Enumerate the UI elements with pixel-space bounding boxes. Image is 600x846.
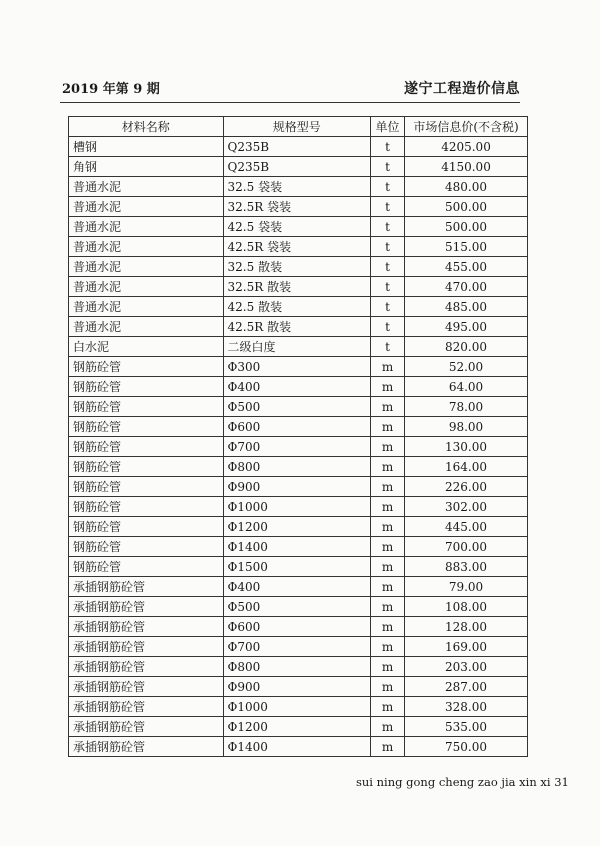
price-cell: 78.00 bbox=[405, 397, 528, 417]
material-name-cell: 承插钢筋砼管 bbox=[69, 737, 224, 757]
spec-cell: Φ600 bbox=[223, 417, 371, 437]
price-cell: 79.00 bbox=[405, 577, 528, 597]
price-cell: 4150.00 bbox=[405, 157, 528, 177]
unit-cell: m bbox=[371, 417, 405, 437]
material-name-cell: 钢筋砼管 bbox=[69, 497, 224, 517]
unit-cell: m bbox=[371, 717, 405, 737]
price-cell: 164.00 bbox=[405, 457, 528, 477]
price-cell: 302.00 bbox=[405, 497, 528, 517]
table-row bbox=[69, 397, 528, 417]
price-cell: 500.00 bbox=[405, 217, 528, 237]
price-cell: 535.00 bbox=[405, 717, 528, 737]
material-name-cell: 普通水泥 bbox=[69, 317, 224, 337]
unit-cell: t bbox=[371, 197, 405, 217]
unit-cell: m bbox=[371, 537, 405, 557]
table-row bbox=[69, 217, 528, 237]
table-row bbox=[69, 637, 528, 657]
unit-cell: m bbox=[371, 677, 405, 697]
price-cell: 455.00 bbox=[405, 257, 528, 277]
spec-cell: Φ1400 bbox=[223, 737, 371, 757]
price-cell: 750.00 bbox=[405, 737, 528, 757]
spec-cell: Φ1400 bbox=[223, 537, 371, 557]
unit-cell: m bbox=[371, 737, 405, 757]
unit-cell: t bbox=[371, 177, 405, 197]
price-cell: 500.00 bbox=[405, 197, 528, 217]
column-header-unit: 单位 bbox=[371, 117, 405, 137]
material-name-cell: 槽钢 bbox=[69, 137, 224, 157]
unit-cell: t bbox=[371, 257, 405, 277]
spec-cell: 42.5 散装 bbox=[223, 297, 371, 317]
table-row bbox=[69, 517, 528, 537]
material-name-cell: 普通水泥 bbox=[69, 177, 224, 197]
material-name-cell: 钢筋砼管 bbox=[69, 377, 224, 397]
table-row bbox=[69, 477, 528, 497]
unit-cell: t bbox=[371, 277, 405, 297]
price-cell: 480.00 bbox=[405, 177, 528, 197]
unit-cell: m bbox=[371, 637, 405, 657]
material-name-cell: 白水泥 bbox=[69, 337, 224, 357]
table-row bbox=[69, 537, 528, 557]
price-cell: 108.00 bbox=[405, 597, 528, 617]
price-cell: 470.00 bbox=[405, 277, 528, 297]
table-row bbox=[69, 697, 528, 717]
spec-cell: Φ500 bbox=[223, 397, 371, 417]
table-row bbox=[69, 177, 528, 197]
table-row bbox=[69, 317, 528, 337]
spec-cell: Φ700 bbox=[223, 637, 371, 657]
issue-label: 2019 年第 9 期 bbox=[62, 82, 160, 97]
price-cell: 64.00 bbox=[405, 377, 528, 397]
price-cell: 203.00 bbox=[405, 657, 528, 677]
table-row bbox=[69, 257, 528, 277]
material-name-cell: 承插钢筋砼管 bbox=[69, 697, 224, 717]
table-row bbox=[69, 557, 528, 577]
unit-cell: m bbox=[371, 517, 405, 537]
table-row bbox=[69, 717, 528, 737]
unit-cell: t bbox=[371, 217, 405, 237]
table-row bbox=[69, 357, 528, 377]
material-name-cell: 承插钢筋砼管 bbox=[69, 677, 224, 697]
unit-cell: t bbox=[371, 137, 405, 157]
spec-cell: Φ1200 bbox=[223, 517, 371, 537]
table-row bbox=[69, 457, 528, 477]
price-cell: 820.00 bbox=[405, 337, 528, 357]
price-cell: 700.00 bbox=[405, 537, 528, 557]
table-row bbox=[69, 617, 528, 637]
material-name-cell: 承插钢筋砼管 bbox=[69, 657, 224, 677]
price-cell: 328.00 bbox=[405, 697, 528, 717]
unit-cell: m bbox=[371, 557, 405, 577]
price-cell: 485.00 bbox=[405, 297, 528, 317]
material-name-cell: 普通水泥 bbox=[69, 237, 224, 257]
journal-title: 遂宁工程造价信息 bbox=[404, 81, 520, 97]
unit-cell: m bbox=[371, 497, 405, 517]
spec-cell: 32.5 袋装 bbox=[223, 177, 371, 197]
table-row bbox=[69, 437, 528, 457]
material-name-cell: 普通水泥 bbox=[69, 217, 224, 237]
spec-cell: 32.5R 散装 bbox=[223, 277, 371, 297]
table-header-row bbox=[69, 117, 528, 137]
price-cell: 495.00 bbox=[405, 317, 528, 337]
spec-cell: Q235B bbox=[223, 137, 371, 157]
price-cell: 130.00 bbox=[405, 437, 528, 457]
unit-cell: m bbox=[371, 377, 405, 397]
material-name-cell: 钢筋砼管 bbox=[69, 457, 224, 477]
material-name-cell: 钢筋砼管 bbox=[69, 477, 224, 497]
table-row bbox=[69, 377, 528, 397]
column-header-price: 市场信息价(不含税) bbox=[405, 117, 528, 137]
price-cell: 4205.00 bbox=[405, 137, 528, 157]
table-row bbox=[69, 417, 528, 437]
table-row bbox=[69, 497, 528, 517]
table-row bbox=[69, 577, 528, 597]
material-name-cell: 承插钢筋砼管 bbox=[69, 617, 224, 637]
spec-cell: Q235B bbox=[223, 157, 371, 177]
material-name-cell: 普通水泥 bbox=[69, 277, 224, 297]
material-name-cell: 承插钢筋砼管 bbox=[69, 577, 224, 597]
unit-cell: t bbox=[371, 157, 405, 177]
page-footer: sui ning gong cheng zao jia xin xi 31 bbox=[356, 775, 569, 789]
spec-cell: Φ900 bbox=[223, 477, 371, 497]
unit-cell: m bbox=[371, 617, 405, 637]
spec-cell: 42.5 袋装 bbox=[223, 217, 371, 237]
spec-cell: 二级白度 bbox=[223, 337, 371, 357]
price-cell: 515.00 bbox=[405, 237, 528, 257]
spec-cell: 42.5R 散装 bbox=[223, 317, 371, 337]
table-row bbox=[69, 137, 528, 157]
material-name-cell: 普通水泥 bbox=[69, 257, 224, 277]
price-cell: 226.00 bbox=[405, 477, 528, 497]
table-row bbox=[69, 157, 528, 177]
table-row bbox=[69, 237, 528, 257]
table-row bbox=[69, 197, 528, 217]
unit-cell: m bbox=[371, 697, 405, 717]
table-row bbox=[69, 337, 528, 357]
price-cell: 883.00 bbox=[405, 557, 528, 577]
unit-cell: m bbox=[371, 457, 405, 477]
unit-cell: m bbox=[371, 437, 405, 457]
unit-cell: t bbox=[371, 337, 405, 357]
price-cell: 128.00 bbox=[405, 617, 528, 637]
spec-cell: Φ800 bbox=[223, 457, 371, 477]
spec-cell: Φ400 bbox=[223, 577, 371, 597]
unit-cell: t bbox=[371, 317, 405, 337]
spec-cell: Φ300 bbox=[223, 357, 371, 377]
spec-cell: Φ1000 bbox=[223, 697, 371, 717]
column-header-material: 材料名称 bbox=[69, 117, 224, 137]
price-cell: 287.00 bbox=[405, 677, 528, 697]
price-cell: 52.00 bbox=[405, 357, 528, 377]
material-name-cell: 承插钢筋砼管 bbox=[69, 717, 224, 737]
spec-cell: Φ900 bbox=[223, 677, 371, 697]
material-name-cell: 普通水泥 bbox=[69, 297, 224, 317]
unit-cell: m bbox=[371, 577, 405, 597]
price-cell: 98.00 bbox=[405, 417, 528, 437]
material-name-cell: 普通水泥 bbox=[69, 197, 224, 217]
table-row bbox=[69, 657, 528, 677]
table-row bbox=[69, 677, 528, 697]
price-cell: 169.00 bbox=[405, 637, 528, 657]
spec-cell: Φ800 bbox=[223, 657, 371, 677]
material-name-cell: 钢筋砼管 bbox=[69, 437, 224, 457]
spec-cell: Φ500 bbox=[223, 597, 371, 617]
table-row bbox=[69, 597, 528, 617]
material-name-cell: 钢筋砼管 bbox=[69, 357, 224, 377]
unit-cell: m bbox=[371, 397, 405, 417]
material-name-cell: 角钢 bbox=[69, 157, 224, 177]
unit-cell: m bbox=[371, 477, 405, 497]
material-name-cell: 钢筋砼管 bbox=[69, 557, 224, 577]
spec-cell: Φ1500 bbox=[223, 557, 371, 577]
material-name-cell: 钢筋砼管 bbox=[69, 517, 224, 537]
price-cell: 445.00 bbox=[405, 517, 528, 537]
table-row bbox=[69, 297, 528, 317]
page-header bbox=[60, 76, 520, 103]
material-name-cell: 承插钢筋砼管 bbox=[69, 637, 224, 657]
spec-cell: Φ700 bbox=[223, 437, 371, 457]
price-table bbox=[68, 116, 528, 757]
spec-cell: 42.5R 袋装 bbox=[223, 237, 371, 257]
unit-cell: m bbox=[371, 357, 405, 377]
material-name-cell: 钢筋砼管 bbox=[69, 417, 224, 437]
spec-cell: Φ1000 bbox=[223, 497, 371, 517]
table-row bbox=[69, 277, 528, 297]
unit-cell: t bbox=[371, 297, 405, 317]
spec-cell: Φ400 bbox=[223, 377, 371, 397]
spec-cell: Φ1200 bbox=[223, 717, 371, 737]
column-header-spec: 规格型号 bbox=[223, 117, 371, 137]
table-row bbox=[69, 737, 528, 757]
spec-cell: 32.5R 袋装 bbox=[223, 197, 371, 217]
unit-cell: m bbox=[371, 597, 405, 617]
unit-cell: m bbox=[371, 657, 405, 677]
material-name-cell: 钢筋砼管 bbox=[69, 537, 224, 557]
spec-cell: Φ600 bbox=[223, 617, 371, 637]
unit-cell: t bbox=[371, 237, 405, 257]
material-name-cell: 钢筋砼管 bbox=[69, 397, 224, 417]
material-name-cell: 承插钢筋砼管 bbox=[69, 597, 224, 617]
spec-cell: 32.5 散装 bbox=[223, 257, 371, 277]
